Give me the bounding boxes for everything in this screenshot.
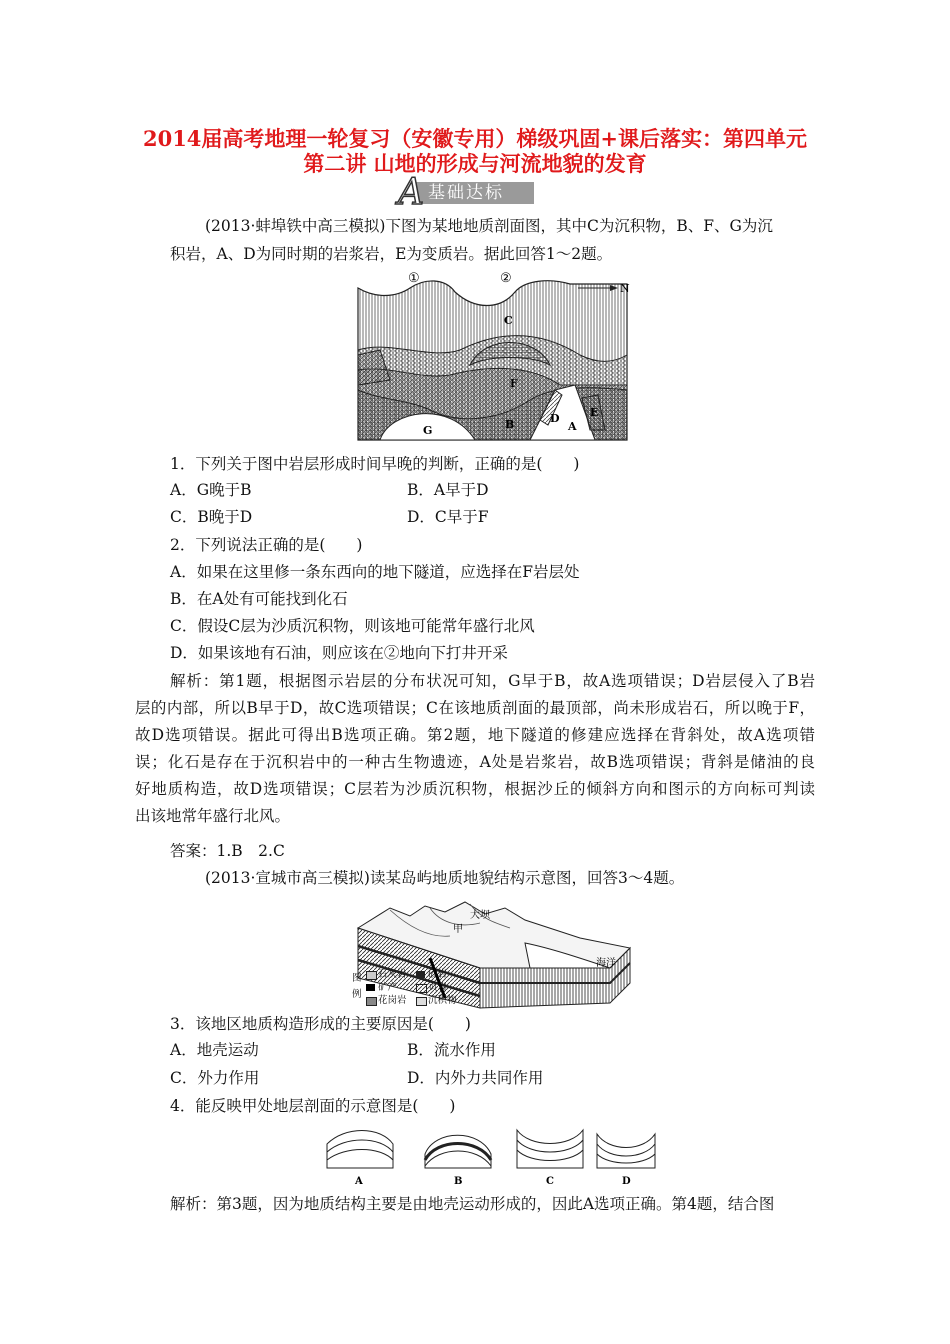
legend-shale: 页岩 [428,982,448,993]
geologic-section-figure [350,270,635,448]
q1-stem: 1．下列关于图中岩层形成时间早晚的判断，正确的是( ) [170,455,580,473]
sediment-swatch [416,997,427,1006]
site-2-label: ② [500,271,512,286]
badge-label: 基础达标 [428,183,504,203]
q3-option-b: B．流水作用 [407,1041,496,1059]
q2-option-c: C．假设C层为沙质沉积物，则该地可能常年盛行北风 [170,617,535,635]
q1-option-d: D．C早于F [407,508,489,526]
layer-C-label: C [504,314,513,327]
site-1-label: ① [408,271,420,286]
q4-label-a: A [355,1176,363,1187]
option-b-diagram [425,1135,491,1168]
q2-stem: 2．下列说法正确的是( ) [170,536,363,554]
shale-swatch [416,984,427,993]
layer-F-label: F [510,377,518,390]
analysis2: 解析：第3题，因为地质结构主要是由地壳运动形成的，因此A选项正确。第4题，结合图 [170,1195,775,1213]
sandstone-swatch [416,971,425,978]
option-d-diagram [597,1134,655,1168]
layer-D-label: D [550,412,560,425]
q2-option-a: A．如果在这里修一条东西向的地下隧道，应选择在F岩层处 [170,563,580,581]
limestone-swatch [366,971,377,980]
q2-option-b: B．在A处有可能找到化石 [170,590,348,608]
figure2-legend [352,967,462,1009]
document-title-line2: 第二讲 山地的形成与河流地貌的发育 [303,151,647,176]
legend-title-1: 图 [352,973,362,984]
answer1: 答案：1.B 2.C [170,842,285,860]
layer-E-label: E [590,406,599,419]
mineral-swatch [366,984,375,991]
q4-strata-options [325,1124,665,1190]
badge-letter: A [398,172,424,213]
section-badge [392,172,542,213]
analysis1-line1: 解析：第1题，根据图示岩层的分布状况可知，G早于B，故A选项错误；D岩层侵入了B岩 [170,672,815,690]
q3-option-c: C．外力作用 [170,1069,260,1087]
q3-option-d: D．内外力共同作用 [407,1069,544,1087]
q1-option-b: B．A早于D [407,481,489,499]
q4-stem: 4．能反映甲处地层剖面的示意图是( ) [170,1097,456,1115]
layer-A-label: A [568,420,577,433]
option-c-diagram [517,1130,583,1168]
granite-swatch [366,997,377,1006]
site-jia-label: 甲 [453,924,463,935]
dam-label: 大坝 [470,910,490,921]
q4-label-b: B [454,1176,463,1187]
q3-stem: 3．该地区地质构造形成的主要原因是( ) [170,1015,471,1033]
analysis1-line6: 出该地常年盛行北风。 [135,807,291,825]
q1-option-a: A．G晚于B [170,481,252,499]
analysis1-line4: 误；化石是存在于沉积岩中的一种古生物遗迹，A处是岩浆岩，故B选项错误；背斜是储油的良 [135,753,815,771]
legend-granite: 花岗岩 [378,995,407,1006]
document-title-line1: 2014届高考地理一轮复习（安徽专用）梯级巩固+课后落实：第四单元 [142,126,808,151]
legend-title-2: 例 [352,989,362,1000]
analysis1-line2: 层的内部，所以B早于D，故C选项错误；C在该地质剖面的最顶部，尚未形成岩石，所以晚于F， [135,699,815,717]
legend-limestone: 石灰岩 [378,969,407,980]
legend-sediment: 沉积物 [428,995,457,1006]
q2-option-d: D．如果该地有石油，则应该在②地向下打井开采 [170,644,508,662]
intro1-line1: (2013·蚌埠铁中高三模拟)下图为某地地质剖面图，其中C为沉积物，B、F、G为沉 [205,217,773,235]
intro1-line2: 积岩，A、D为同时期的岩浆岩，E为变质岩。据此回答1～2题。 [170,245,613,263]
q4-label-d: D [622,1176,631,1187]
intro2: (2013·宣城市高三模拟)读某岛屿地质地貌结构示意图，回答3～4题。 [205,869,685,887]
layer-G-label: G [423,424,433,437]
analysis1-line5: 好地质构造，故D选项错误；C层若为沙质沉积物，根据沙丘的倾斜方向和图示的方向标可判读 [135,780,815,798]
ocean-label: 海洋 [596,958,616,969]
analysis1-line3: 故D选项错误。据此可得出B选项正确。第2题，地下隧道的修建应选择在背斜处，故A选项错 [135,726,815,744]
legend-mineral: 矿产 [378,982,398,993]
legend-sandstone: 砂岩 [428,969,448,980]
q3-option-a: A．地壳运动 [170,1041,259,1059]
q1-option-c: C．B晚于D [170,508,253,526]
layer-B-label: B [505,418,515,431]
option-a-diagram [327,1131,393,1169]
q4-label-c: C [546,1176,554,1187]
north-label: N [620,282,630,295]
